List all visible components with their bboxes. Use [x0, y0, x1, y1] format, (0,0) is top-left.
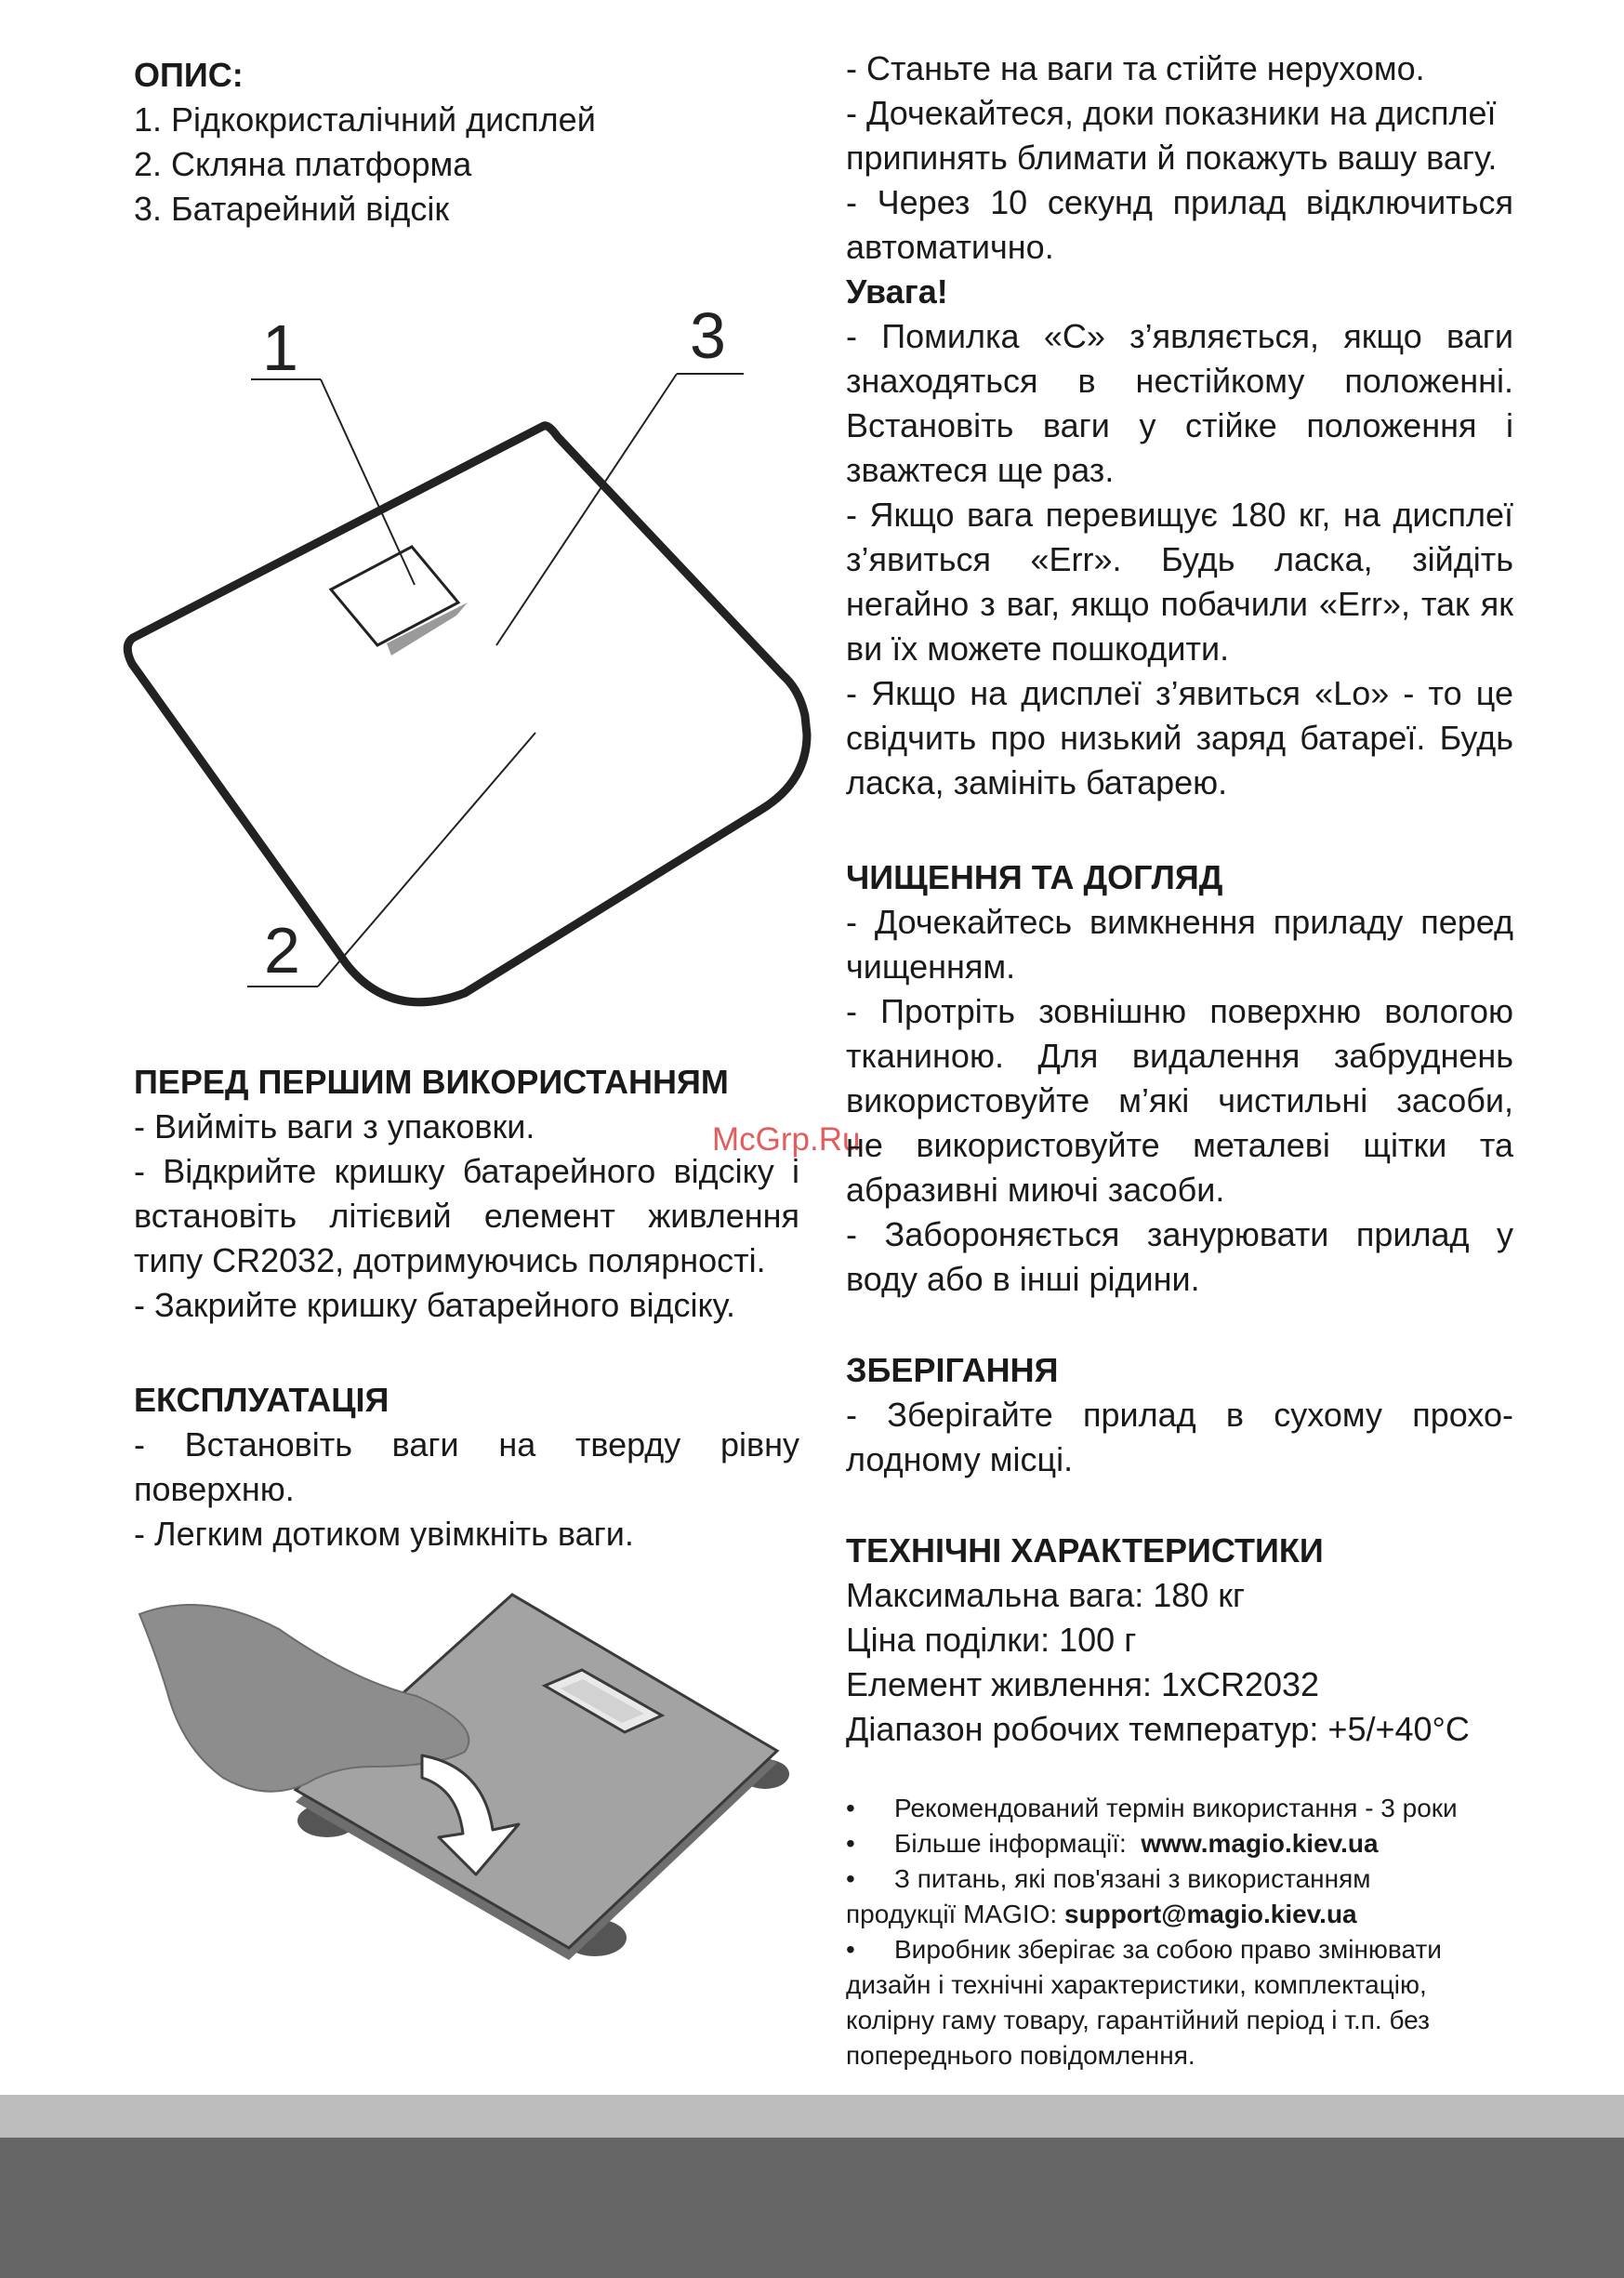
warning-title: Увага! [846, 272, 948, 311]
scale-display-inner [561, 1679, 644, 1723]
leader-line-3b [496, 374, 677, 645]
note-maker-line: попереднього повідомлення. [846, 2041, 1195, 2070]
cleaning-line: використовуйте м’які чистильні засоби, [846, 1081, 1513, 1119]
opys-item: 1. Рідкокристалічний дисплей [134, 100, 596, 139]
scale-display-window [545, 1670, 662, 1732]
intro-line: автоматично. [846, 228, 1054, 266]
warning-line: ласка, замініть батарею. [846, 763, 1228, 801]
before-use-line: типу CR2032, дотримуючись полярності. [134, 1241, 766, 1279]
bullet-icon: • [846, 1864, 855, 1893]
specs-title: ТЕХНІЧНІ ХАРАКТЕРИСТИКИ [846, 1531, 1324, 1569]
before-use-title: ПЕРЕД ПЕРШИМ ВИКОРИСТАННЯМ [134, 1063, 729, 1101]
note-info-prefix: Більше інформації: [894, 1829, 1127, 1858]
before-use-line: - Закрийте кришку батарейного відсіку. [134, 1286, 735, 1324]
cleaning-line: тканиною. Для видалення забруднень [846, 1037, 1513, 1075]
note-term-text: Рекомендований термін використання - 3 роки [894, 1794, 1458, 1822]
bullet-icon: • [846, 1829, 855, 1858]
warning-line: зважтеся ще раз. [846, 451, 1115, 489]
cleaning-line: не використовуйте металеві щітки та [846, 1126, 1513, 1164]
foot-shape [139, 1605, 469, 1792]
intro-line: - Дочекайтеся, доки показники на дисплеї [846, 94, 1497, 132]
before-use-line: встановіть літієвий елемент живлення [134, 1197, 799, 1235]
cleaning-line: чищенням. [846, 947, 1016, 986]
scale-outline [127, 426, 807, 1002]
cleaning-line: - Забороняється занурювати прилад у [846, 1215, 1513, 1253]
note-questions [846, 1861, 1513, 1897]
note-maker-line: дизайн і технічні характеристики, комплектацію, [846, 1970, 1427, 1999]
watermark: McGrp.Ru [712, 1121, 861, 1158]
cleaning-line: воду або в інші рідини. [846, 1260, 1200, 1298]
cleaning-line: - Протріть зовнішню поверхню вологою [846, 992, 1513, 1030]
spec-line: Максимальна вага: 180 кг [846, 1576, 1246, 1614]
arrow-icon [422, 1755, 519, 1874]
before-use-line: - Вийміть ваги з упаковки. [134, 1107, 535, 1146]
diagram-label-2: 2 [264, 914, 300, 987]
warning-line: - Якщо на дисплеї з’явиться «Lo» - то це [846, 674, 1513, 712]
warning-line: з’явиться «Err». Будь ласка, зійдіть [846, 540, 1513, 578]
spec-line: Елемент живлення: 1xCR2032 [846, 1665, 1320, 1703]
footer-band-dark [0, 2138, 1624, 2278]
scale-foot-front [563, 1919, 627, 1956]
cleaning-line: абразивні миючі засоби. [846, 1171, 1225, 1209]
warning-line: - Помилка «С» з’являється, якщо ваги [846, 317, 1513, 355]
opys-item: 2. Скляна платформа [134, 145, 472, 183]
opys-item: 3. Батарейний відсік [134, 190, 450, 228]
opys-title: ОПИС: [134, 56, 244, 94]
storage-title: ЗБЕРІГАННЯ [846, 1351, 1059, 1389]
scale-foot-left [297, 1804, 357, 1837]
leader-line-2b [318, 733, 535, 987]
operation-line: поверхню. [134, 1470, 295, 1508]
intro-line: припинять блимати й покажуть вашу вагу. [846, 139, 1498, 177]
storage-line: лодному місці. [846, 1440, 1074, 1478]
scale-platform-top [296, 1595, 777, 1948]
scale-foot-right [741, 1759, 789, 1789]
website-link[interactable]: www.magio.kiev.ua [1141, 1829, 1379, 1858]
intro-line: - Через 10 секунд прилад відключиться [846, 183, 1513, 221]
note-questions-line2 [846, 1897, 1513, 1932]
leader-line-1b [321, 379, 415, 585]
footer-band-light [0, 2095, 1624, 2138]
spec-line: Ціна поділки: 100 г [846, 1621, 1137, 1659]
note-questions-text: З питань, які пов'язані з використанням [894, 1864, 1371, 1893]
warning-line: Встановіть ваги у стійке положення і [846, 406, 1513, 444]
spec-line: Діапазон робочих температур: +5/+40°C [846, 1710, 1470, 1748]
display-box [331, 547, 458, 645]
note-maker-text: Виробник зберігає за собою право змінювати [894, 1935, 1442, 1964]
operation-line: - Встановіть ваги на тверду рівну [134, 1425, 799, 1463]
before-use-line: - Відкрийте кришку батарейного відсіку і [134, 1152, 799, 1190]
note-maker [846, 1932, 1513, 1967]
diagram-label-1: 1 [262, 311, 298, 384]
cleaning-line: - Дочекайтесь вимкнення приладу перед [846, 903, 1513, 941]
scale-platform-edge [296, 1607, 777, 1960]
warning-line: негайно з ваг, якщо побачили «Err», так як [846, 585, 1513, 623]
diagram-label-3: 3 [690, 299, 726, 372]
note-info [846, 1826, 1513, 1861]
note-questions-prefix: продукції MAGIO: [846, 1900, 1058, 1928]
intro-line: - Станьте на ваги та стійте нерухомо. [846, 49, 1425, 87]
bullet-icon: • [846, 1935, 855, 1964]
note-term [846, 1791, 1513, 1826]
cleaning-title: ЧИЩЕННЯ ТА ДОГЛЯД [846, 858, 1223, 896]
operation-title: ЕКСПЛУАТАЦІЯ [134, 1381, 389, 1419]
warning-line: свідчить про низький заряд батареї. Будь [846, 719, 1513, 757]
support-email-link[interactable]: support@magio.kiev.ua [1064, 1900, 1357, 1928]
warning-line: знаходяться в нестійкому положенні. [846, 362, 1513, 400]
storage-line: - Зберігайте прилад в сухому прохо- [846, 1396, 1513, 1434]
warning-line: - Якщо вага перевищує 180 кг, на дисплеї [846, 496, 1513, 534]
bullet-icon: • [846, 1794, 855, 1822]
note-maker-line: колірну гаму товару, гарантійний період і т.п. без [846, 2006, 1430, 2034]
warning-line: ви їх можете пошкодити. [846, 629, 1230, 668]
operation-line: - Легким дотиком увімкніть ваги. [134, 1515, 634, 1553]
